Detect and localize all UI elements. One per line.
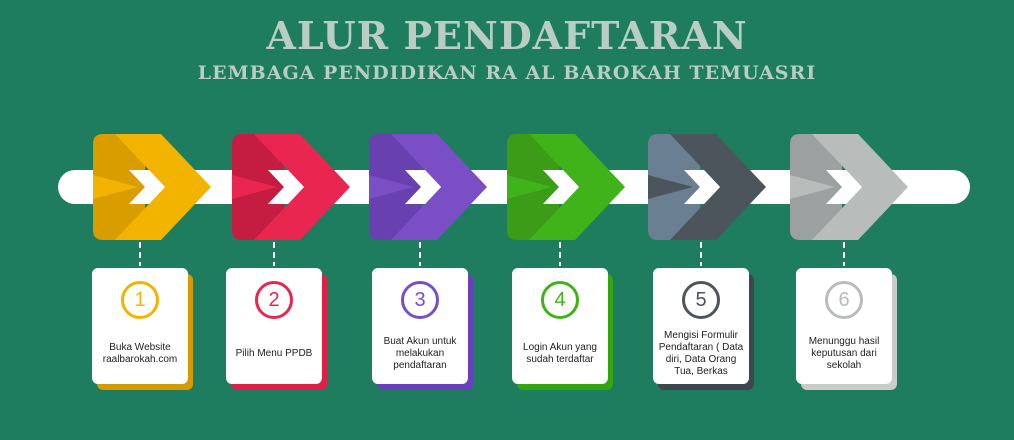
step-label: Menunggu hasil keputusan dari sekolah bbox=[808, 336, 880, 371]
step-number-badge: 2 bbox=[255, 281, 293, 319]
step-5-arrow bbox=[648, 134, 766, 240]
step-6-card bbox=[796, 268, 892, 384]
page-title: ALUR PENDAFTARAN bbox=[266, 13, 748, 58]
step-6-arrow bbox=[790, 134, 908, 240]
step-2-arrow bbox=[232, 134, 350, 240]
step-label: Buat Akun untuk melakukan pendaftaran bbox=[383, 336, 457, 371]
step-3-arrow bbox=[369, 134, 487, 240]
step-number-badge: 6 bbox=[825, 281, 863, 319]
step-number-badge: 5 bbox=[682, 281, 720, 319]
step-4-arrow bbox=[507, 134, 625, 240]
step-label: Login Akun yang sudah terdaftar bbox=[523, 342, 597, 365]
step-number-badge: 3 bbox=[401, 281, 439, 319]
step-label: Pilih Menu PPDB bbox=[235, 348, 313, 359]
step-label: Buka Website raalbarokah.com bbox=[102, 342, 178, 365]
step-3-card bbox=[372, 268, 468, 384]
step-1-card bbox=[92, 268, 188, 384]
step-number-badge: 1 bbox=[121, 281, 159, 319]
step-5-card bbox=[653, 268, 749, 384]
step-4-card bbox=[512, 268, 608, 384]
step-label: Mengisi Formulir Pendaftaran ( Data diri, Data Orang Tua, Berkas bbox=[658, 330, 744, 377]
step-number-badge: 4 bbox=[541, 281, 579, 319]
page-subtitle: LEMBAGA PENDIDIKAN RA AL BAROKAH TEMUASRI bbox=[197, 62, 817, 84]
step-1-arrow bbox=[93, 134, 211, 240]
step-2-card bbox=[226, 268, 322, 384]
